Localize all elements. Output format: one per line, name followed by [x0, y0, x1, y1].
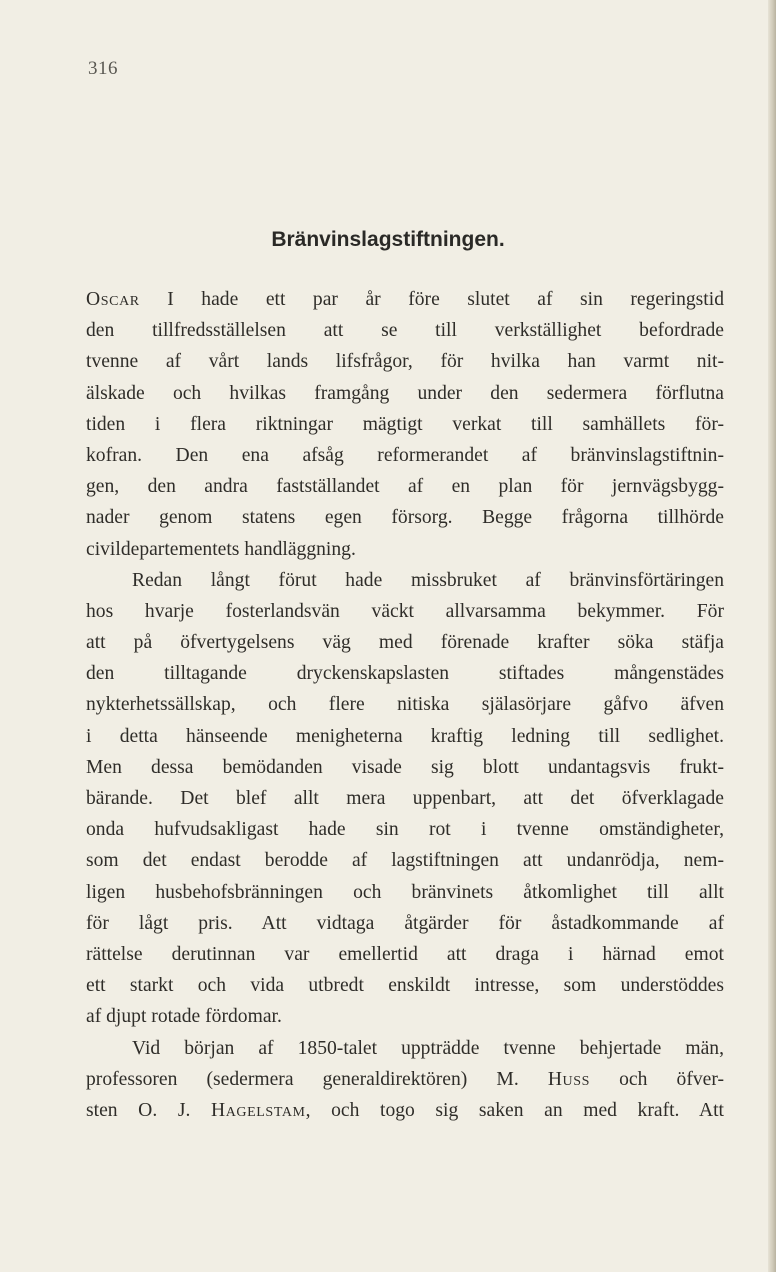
chapter-title: Bränvinslagstiftningen.: [271, 228, 505, 251]
text-line: den tillfredsställelsen att se till verkställighet befordrade: [86, 320, 724, 342]
text-line: hos hvarje fosterlandsvän väckt allvarsamma bekymmer. För: [86, 600, 724, 622]
text-line: nader genom statens egen försorg. Begge frågorna tillhörde: [86, 507, 724, 529]
text-line: af djupt rotade fördomar.: [86, 1006, 282, 1028]
text-line: civildepartementets handläggning.: [86, 538, 356, 560]
text-line: tvenne af vårt lands lifsfrågor, för hvilka han varmt nit-: [86, 351, 724, 373]
text-line: gen, den andra fastställandet af en plan för jernvägsbygg-: [86, 476, 724, 498]
text-line: sten O. J. Hagelstam, och togo sig saken an med kraft. Att: [86, 1099, 724, 1121]
text-line: älskade och hvilkas framgång under den sedermera förflutna: [86, 382, 724, 404]
text-line: professoren (sedermera generaldirektören) M. Huss och öfver-: [86, 1068, 724, 1090]
text-line: bärande. Det blef allt mera uppenbart, att det öfverklagade: [86, 788, 724, 809]
small-caps-name: Oscar: [86, 289, 140, 310]
text-line: för lågt pris. Att vidtaga åtgärder för åstadkommande af: [86, 912, 724, 934]
text-line: den tilltagande dryckenskapslasten stiftades mångenstädes: [86, 663, 724, 685]
text-line: kofran. Den ena afsåg reformerandet af bränvinslagstiftnin-: [86, 444, 724, 466]
text-line: att på öfvertygelsens väg med förenade krafter söka stäfja: [86, 632, 724, 654]
text-line: tiden i flera riktningar mägtigt verkat till samhällets för-: [86, 413, 724, 435]
text-line: Oscar I hade ett par år före slutet af sin regeringstid: [86, 289, 724, 310]
text-line: som det endast berodde af lagstiftningen att undanrödja, nem-: [86, 850, 724, 872]
text-line: ligen husbehofsbränningen och bränvinets åtkomlighet till allt: [86, 881, 724, 903]
page-number: 316: [88, 58, 118, 79]
page-edge: [768, 0, 776, 1272]
text-line: Vid början af 1850-talet uppträdde tvenne behjertade män,: [132, 1037, 724, 1059]
text-line: onda hufvudsakligast hade sin rot i tvenne omständigheter,: [86, 819, 724, 841]
text-line: rättelse derutinnan var emellertid att draga i härnad emot: [86, 943, 724, 965]
body-text: [86, 284, 724, 1126]
text-line: i detta hänseende menigheterna kraftig ledning till sedlighet.: [86, 725, 724, 747]
small-caps-name: Huss: [547, 1068, 591, 1090]
text-line: nykterhetssällskap, och flere nitiska själasörjare gåfvo äfven: [86, 694, 724, 716]
text-line: ett starkt och vida utbredt enskildt intresse, som understöddes: [86, 975, 724, 997]
small-caps-name: Hagelstam: [210, 1099, 306, 1121]
text-line: Redan långt förut hade missbruket af bränvinsförtäringen: [132, 569, 724, 591]
text-line: Men dessa bemödanden visade sig blott undantagsvis frukt-: [86, 756, 724, 778]
